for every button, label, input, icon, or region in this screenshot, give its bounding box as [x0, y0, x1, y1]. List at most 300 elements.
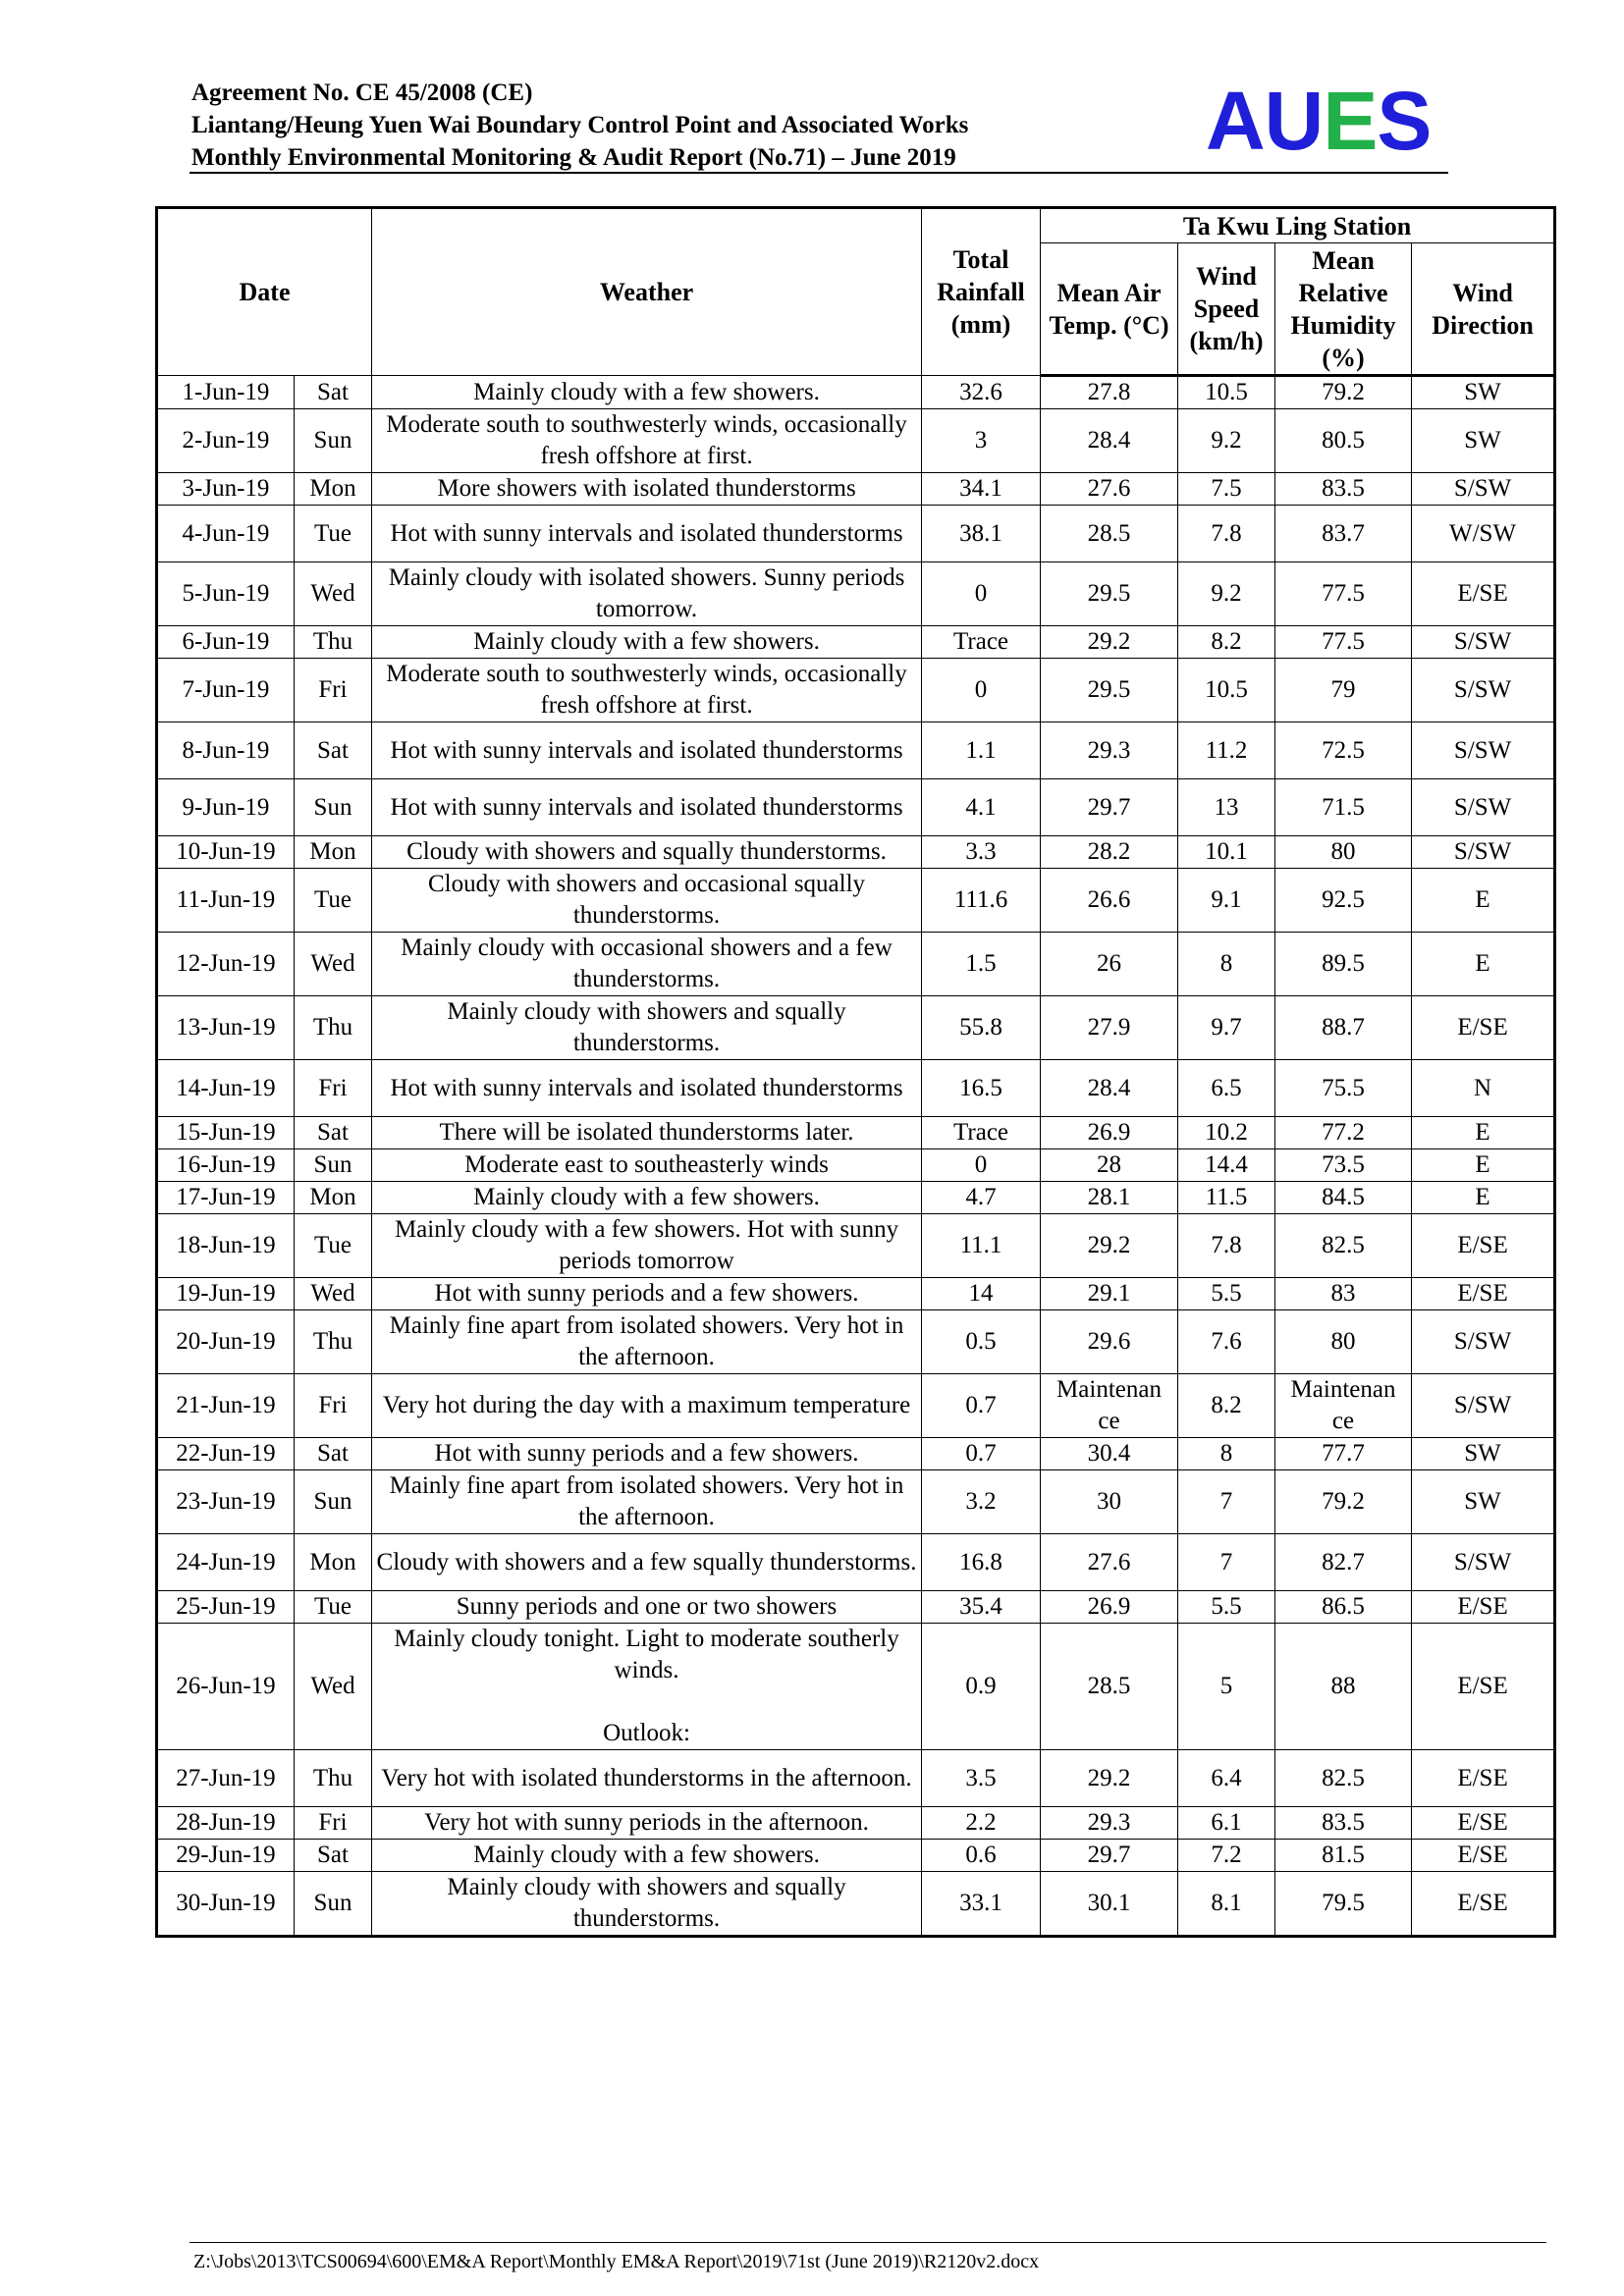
cell-date: [157, 1149, 295, 1182]
cell-wind-speed: [1178, 1807, 1275, 1840]
table-row: [157, 1840, 1555, 1872]
cell-date: [157, 1807, 295, 1840]
cell-humidity: [1275, 779, 1412, 836]
cell-humidity: [1275, 933, 1412, 996]
cell-temp-text: 29.5: [1087, 676, 1131, 703]
cell-temp: [1041, 1438, 1178, 1470]
cell-weather-text: Mainly cloudy with isolated showers. Sunny periods tomorrow.: [388, 564, 905, 622]
cell-day-text: Mon: [309, 1548, 356, 1575]
cell-day-text: Sat: [317, 1119, 349, 1146]
cell-weather: [372, 659, 922, 722]
aues-logo: [1206, 77, 1431, 165]
cell-rainfall-text: 3.5: [965, 1764, 997, 1791]
cell-humidity: [1275, 376, 1412, 409]
cell-wind-speed: [1178, 562, 1275, 626]
cell-humidity: [1275, 1591, 1412, 1624]
table-row: [157, 933, 1555, 996]
cell-day: [295, 1310, 372, 1374]
table-row: [157, 1750, 1555, 1807]
cell-wind-direction-text: E/SE: [1457, 1842, 1508, 1868]
cell-temp: [1041, 562, 1178, 626]
cell-humidity-text: 80: [1330, 838, 1356, 865]
cell-wind-speed-text: 8.2: [1211, 628, 1242, 655]
cell-humidity: [1275, 1534, 1412, 1591]
cell-wind-direction-text: S/SW: [1453, 628, 1512, 655]
cell-wind-direction-text: SW: [1464, 1440, 1501, 1467]
cell-humidity: [1275, 836, 1412, 869]
cell-wind-speed-text: 6.5: [1211, 1074, 1242, 1101]
cell-wind-speed-text: 7.5: [1211, 475, 1242, 502]
cell-wind-speed: [1178, 1374, 1275, 1438]
cell-date: [157, 869, 295, 933]
cell-wind-direction-text: E: [1475, 886, 1490, 913]
cell-humidity: [1275, 1438, 1412, 1470]
cell-temp: [1041, 869, 1178, 933]
cell-date-text: 6-Jun-19: [182, 628, 270, 655]
cell-weather: [372, 996, 922, 1060]
cell-day-text: Wed: [310, 950, 355, 977]
cell-weather: [372, 409, 922, 473]
cell-temp: [1041, 722, 1178, 779]
cell-temp-text: 29.2: [1087, 628, 1131, 655]
cell-day: [295, 1470, 372, 1534]
cell-wind-speed: [1178, 1624, 1275, 1750]
header-wind-direction: Wind Direction: [1412, 243, 1555, 376]
cell-date-text: 20-Jun-19: [176, 1328, 276, 1355]
cell-temp-text: 27.9: [1087, 1014, 1131, 1041]
cell-wind-speed: [1178, 1438, 1275, 1470]
cell-humidity-text: 83.7: [1322, 519, 1365, 547]
cell-weather-text: Mainly cloudy with a few showers.: [473, 628, 820, 655]
cell-wind-direction: [1412, 1117, 1555, 1149]
cell-date-text: 3-Jun-19: [182, 475, 270, 502]
table-row: [157, 996, 1555, 1060]
cell-wind-direction-text: E/SE: [1457, 1809, 1508, 1836]
cell-day-text: Tue: [314, 1593, 352, 1620]
cell-rainfall-text: 111.6: [953, 886, 1008, 913]
table-row: [157, 376, 1555, 409]
cell-weather-text: Mainly cloudy with showers and squally thunderstorms.: [447, 1874, 846, 1932]
cell-date: [157, 1374, 295, 1438]
cell-rainfall: [922, 836, 1041, 869]
table-row: [157, 1591, 1555, 1624]
cell-temp: [1041, 836, 1178, 869]
cell-weather: [372, 1872, 922, 1937]
cell-date-text: 30-Jun-19: [176, 1890, 276, 1916]
cell-humidity: [1275, 1310, 1412, 1374]
cell-rainfall: [922, 869, 1041, 933]
cell-weather: [372, 1278, 922, 1310]
cell-temp-text: 29.5: [1087, 580, 1131, 607]
cell-date-text: 26-Jun-19: [176, 1673, 276, 1699]
cell-date: [157, 626, 295, 659]
cell-date-text: 27-Jun-19: [176, 1764, 276, 1791]
cell-wind-speed-text: 9.1: [1211, 886, 1242, 913]
table-row: [157, 659, 1555, 722]
cell-wind-direction: [1412, 1214, 1555, 1278]
cell-day: [295, 1591, 372, 1624]
cell-wind-speed: [1178, 869, 1275, 933]
cell-wind-speed: [1178, 836, 1275, 869]
cell-humidity-text: 86.5: [1322, 1593, 1365, 1620]
cell-weather-text: Hot with sunny intervals and isolated thunderstorms: [390, 519, 903, 547]
cell-weather: [372, 1149, 922, 1182]
cell-wind-direction: [1412, 836, 1555, 869]
cell-day-text: Sat: [317, 1842, 349, 1868]
cell-temp-text: 30.4: [1087, 1440, 1131, 1467]
cell-date-text: 15-Jun-19: [176, 1119, 276, 1146]
cell-humidity: [1275, 1149, 1412, 1182]
cell-day-text: Wed: [310, 1280, 355, 1307]
cell-weather: [372, 1374, 922, 1438]
cell-wind-speed-text: 7: [1219, 1548, 1233, 1575]
cell-temp-text: 30: [1097, 1488, 1122, 1515]
cell-wind-direction: [1412, 1624, 1555, 1750]
cell-wind-direction: [1412, 562, 1555, 626]
cell-humidity-text: 82.5: [1322, 1232, 1365, 1258]
cell-day-text: Mon: [309, 1184, 356, 1210]
cell-wind-speed: [1178, 626, 1275, 659]
cell-wind-direction-text: E/SE: [1457, 1014, 1508, 1041]
cell-weather-text: Mainly cloudy with a few showers.: [473, 1184, 820, 1210]
cell-humidity: [1275, 1470, 1412, 1534]
cell-day: [295, 1182, 372, 1214]
cell-wind-direction: [1412, 1534, 1555, 1591]
table-row: [157, 836, 1555, 869]
cell-day: [295, 626, 372, 659]
cell-rainfall: [922, 1624, 1041, 1750]
cell-weather-text: Cloudy with showers and occasional squally thunderstorms.: [427, 871, 866, 929]
cell-date: [157, 1624, 295, 1750]
cell-day-text: Sun: [313, 793, 352, 821]
cell-day: [295, 1624, 372, 1750]
cell-rainfall: [922, 1117, 1041, 1149]
cell-day: [295, 506, 372, 562]
cell-humidity: [1275, 722, 1412, 779]
cell-weather: [372, 1438, 922, 1470]
cell-day: [295, 1374, 372, 1438]
cell-temp-text: 27.8: [1087, 379, 1131, 405]
cell-humidity-text: 77.7: [1322, 1440, 1365, 1467]
cell-wind-direction-text: E: [1475, 1151, 1490, 1178]
cell-weather-text: Mainly cloudy with a few showers. Hot with sunny periods tomorrow: [394, 1216, 899, 1274]
cell-weather-text: Hot with sunny periods and a few showers.: [434, 1280, 859, 1307]
cell-humidity: [1275, 996, 1412, 1060]
cell-wind-speed: [1178, 1840, 1275, 1872]
cell-date: [157, 1872, 295, 1937]
cell-day: [295, 869, 372, 933]
logo-part-s: S: [1377, 75, 1432, 167]
cell-wind-direction: [1412, 473, 1555, 506]
cell-weather-text: Very hot during the day with a maximum temperature: [382, 1392, 911, 1418]
cell-weather: [372, 869, 922, 933]
cell-day-text: Sun: [313, 1488, 352, 1515]
cell-wind-direction-text: E/SE: [1457, 1232, 1508, 1258]
cell-weather: [372, 1060, 922, 1117]
cell-wind-direction: [1412, 506, 1555, 562]
cell-humidity-text: 79.2: [1322, 379, 1365, 405]
cell-rainfall-text: 1.5: [965, 950, 997, 977]
cell-temp: [1041, 996, 1178, 1060]
cell-day-text: Thu: [312, 1014, 353, 1041]
cell-temp: [1041, 1807, 1178, 1840]
cell-temp: [1041, 1374, 1178, 1438]
table-row: [157, 473, 1555, 506]
cell-humidity-text: 89.5: [1322, 950, 1365, 977]
table-row: [157, 506, 1555, 562]
cell-humidity: [1275, 1060, 1412, 1117]
cell-day: [295, 1807, 372, 1840]
cell-rainfall: [922, 1278, 1041, 1310]
cell-temp: [1041, 1840, 1178, 1872]
cell-wind-speed: [1178, 1591, 1275, 1624]
cell-wind-speed-text: 7.8: [1211, 1232, 1242, 1258]
cell-humidity: [1275, 1374, 1412, 1438]
cell-weather: [372, 1310, 922, 1374]
cell-temp: [1041, 1278, 1178, 1310]
cell-temp-text: 29.7: [1087, 1842, 1131, 1868]
table-row: [157, 1117, 1555, 1149]
cell-weather: [372, 562, 922, 626]
cell-wind-speed-text: 11.2: [1205, 736, 1248, 764]
cell-wind-direction: [1412, 996, 1555, 1060]
cell-rainfall-text: 0.7: [965, 1392, 997, 1418]
cell-date: [157, 1214, 295, 1278]
cell-weather: [372, 1750, 922, 1807]
cell-rainfall: [922, 722, 1041, 779]
cell-day: [295, 1840, 372, 1872]
cell-humidity-text: 79.5: [1322, 1890, 1365, 1916]
cell-date-text: 2-Jun-19: [182, 427, 270, 454]
cell-wind-direction: [1412, 1470, 1555, 1534]
cell-wind-speed: [1178, 722, 1275, 779]
cell-weather: [372, 1591, 922, 1624]
cell-date-text: 23-Jun-19: [176, 1488, 276, 1515]
cell-wind-speed: [1178, 376, 1275, 409]
cell-rainfall-text: 11.1: [959, 1232, 1002, 1258]
cell-weather-text: More showers with isolated thunderstorms: [437, 475, 856, 502]
cell-day: [295, 562, 372, 626]
cell-wind-direction: [1412, 1750, 1555, 1807]
cell-wind-direction-text: S/SW: [1453, 736, 1512, 764]
cell-wind-speed-text: 7.6: [1211, 1328, 1242, 1355]
cell-rainfall: [922, 473, 1041, 506]
cell-day-text: Sun: [313, 1890, 352, 1916]
cell-date: [157, 1117, 295, 1149]
cell-temp-text: 29.1: [1087, 1280, 1131, 1307]
cell-date: [157, 506, 295, 562]
cell-rainfall-text: 38.1: [959, 519, 1002, 547]
cell-humidity-text: 83.5: [1322, 1809, 1365, 1836]
cell-date-text: 7-Jun-19: [182, 676, 270, 703]
cell-wind-direction-text: N: [1474, 1074, 1492, 1101]
cell-wind-speed: [1178, 1182, 1275, 1214]
cell-temp-text: 29.2: [1087, 1764, 1131, 1791]
cell-humidity: [1275, 1750, 1412, 1807]
cell-humidity: [1275, 1872, 1412, 1937]
cell-date: [157, 1310, 295, 1374]
table-row: [157, 1438, 1555, 1470]
cell-day-text: Sun: [313, 427, 352, 454]
cell-wind-direction-text: E: [1475, 950, 1490, 977]
cell-rainfall-text: 0.6: [965, 1842, 997, 1868]
cell-temp: [1041, 779, 1178, 836]
cell-wind-speed: [1178, 506, 1275, 562]
table-row: [157, 779, 1555, 836]
cell-wind-speed: [1178, 779, 1275, 836]
cell-wind-speed: [1178, 1534, 1275, 1591]
cell-wind-speed-text: 10.5: [1205, 676, 1248, 703]
cell-rainfall: [922, 626, 1041, 659]
cell-temp-text: 26.6: [1087, 886, 1131, 913]
cell-date-text: 29-Jun-19: [176, 1842, 276, 1868]
cell-temp-text: 26: [1097, 950, 1122, 977]
cell-wind-speed: [1178, 1470, 1275, 1534]
cell-date-text: 11-Jun-19: [176, 886, 276, 913]
cell-rainfall-text: 0: [974, 580, 988, 607]
cell-temp-text: 28.1: [1087, 1184, 1131, 1210]
cell-date: [157, 376, 295, 409]
cell-temp-text: 28.5: [1087, 519, 1131, 547]
header-weather: Weather: [372, 208, 922, 376]
cell-temp: [1041, 626, 1178, 659]
cell-date-text: 1-Jun-19: [182, 378, 270, 405]
cell-day: [295, 836, 372, 869]
cell-date-text: 9-Jun-19: [182, 793, 270, 821]
cell-rainfall-text: 2.2: [965, 1809, 997, 1836]
cell-weather-text: Cloudy with showers and squally thunderstorms.: [406, 838, 887, 865]
cell-weather: [372, 1624, 922, 1750]
cell-rainfall-text: 3.3: [965, 838, 997, 865]
cell-rainfall: [922, 506, 1041, 562]
cell-date-text: 25-Jun-19: [176, 1593, 276, 1620]
table-row: [157, 1534, 1555, 1591]
cell-day-text: Thu: [312, 628, 353, 655]
cell-wind-speed-text: 11.5: [1205, 1184, 1248, 1210]
cell-temp: [1041, 1060, 1178, 1117]
cell-weather: [372, 1470, 922, 1534]
header-date: Date: [157, 208, 372, 376]
cell-temp-text: 28.4: [1087, 427, 1131, 454]
cell-rainfall-text: 0.5: [965, 1328, 997, 1355]
cell-temp: [1041, 1182, 1178, 1214]
cell-humidity-text: 77.2: [1322, 1119, 1365, 1146]
cell-rainfall-text: 32.6: [959, 378, 1002, 405]
cell-humidity-text: 75.5: [1322, 1074, 1365, 1101]
cell-humidity-text: 92.5: [1322, 886, 1365, 913]
cell-rainfall: [922, 1214, 1041, 1278]
table-body: [157, 376, 1555, 1937]
cell-wind-direction-text: SW: [1464, 379, 1501, 405]
table-row: [157, 722, 1555, 779]
cell-rainfall: [922, 1374, 1041, 1438]
cell-weather: [372, 506, 922, 562]
cell-day: [295, 996, 372, 1060]
cell-temp: [1041, 1591, 1178, 1624]
cell-temp: [1041, 1310, 1178, 1374]
cell-temp-text: 29.3: [1087, 736, 1131, 764]
cell-date-text: 10-Jun-19: [176, 838, 276, 865]
cell-date: [157, 562, 295, 626]
cell-day: [295, 779, 372, 836]
cell-humidity-text: 77.5: [1322, 580, 1365, 607]
cell-temp: [1041, 409, 1178, 473]
cell-rainfall: [922, 1438, 1041, 1470]
cell-rainfall: [922, 1149, 1041, 1182]
cell-day: [295, 659, 372, 722]
cell-wind-direction: [1412, 659, 1555, 722]
cell-date: [157, 836, 295, 869]
cell-wind-direction-text: SW: [1464, 1488, 1501, 1515]
cell-weather-text: Moderate south to southwesterly winds, occasionally fresh offshore at first.: [386, 411, 907, 469]
cell-date: [157, 1591, 295, 1624]
cell-wind-direction: [1412, 779, 1555, 836]
cell-weather: [372, 836, 922, 869]
cell-wind-speed-text: 10.2: [1205, 1119, 1248, 1146]
cell-temp: [1041, 1214, 1178, 1278]
cell-temp: [1041, 506, 1178, 562]
cell-wind-speed: [1178, 659, 1275, 722]
cell-wind-speed: [1178, 1117, 1275, 1149]
header-wind-speed: Wind Speed (km/h): [1178, 243, 1275, 376]
cell-wind-direction-text: S/SW: [1453, 475, 1512, 502]
cell-humidity: [1275, 626, 1412, 659]
cell-humidity-text: 80.5: [1322, 427, 1365, 454]
cell-day-text: Fri: [318, 1809, 348, 1836]
cell-humidity: [1275, 1278, 1412, 1310]
cell-wind-direction: [1412, 1840, 1555, 1872]
cell-humidity-text: 72.5: [1322, 736, 1365, 764]
cell-temp-text: 27.6: [1087, 1548, 1131, 1575]
cell-date-text: 18-Jun-19: [176, 1232, 276, 1258]
cell-rainfall-text: 4.7: [965, 1184, 997, 1210]
cell-day: [295, 1750, 372, 1807]
cell-rainfall-text: 4.1: [965, 793, 997, 821]
cell-humidity-text: 83: [1330, 1280, 1356, 1307]
cell-rainfall-text: 34.1: [959, 475, 1002, 502]
cell-weather: [372, 1807, 922, 1840]
cell-day-text: Sat: [317, 378, 349, 405]
cell-rainfall: [922, 1807, 1041, 1840]
cell-humidity: [1275, 869, 1412, 933]
cell-date: [157, 1060, 295, 1117]
table-row: [157, 869, 1555, 933]
cell-rainfall: [922, 1470, 1041, 1534]
cell-rainfall: [922, 996, 1041, 1060]
project-title: Liantang/Heung Yuen Wai Boundary Control Point and Associated Works: [191, 112, 969, 138]
cell-wind-direction-text: E/SE: [1457, 580, 1508, 607]
cell-weather: [372, 1117, 922, 1149]
table-row: [157, 1310, 1555, 1374]
cell-humidity: [1275, 1624, 1412, 1750]
cell-weather-text: Cloudy with showers and a few squally thunderstorms.: [376, 1548, 917, 1575]
cell-day: [295, 1278, 372, 1310]
cell-wind-direction-text: E/SE: [1457, 1593, 1508, 1620]
cell-wind-direction: [1412, 869, 1555, 933]
agreement-number: Agreement No. CE 45/2008 (CE): [191, 80, 533, 106]
cell-date-text: 13-Jun-19: [176, 1014, 276, 1041]
cell-rainfall: [922, 1750, 1041, 1807]
cell-rainfall-text: 55.8: [959, 1014, 1002, 1041]
cell-rainfall: [922, 562, 1041, 626]
cell-day: [295, 1534, 372, 1591]
cell-weather: [372, 779, 922, 836]
cell-day-text: Fri: [318, 676, 348, 703]
cell-day: [295, 1872, 372, 1937]
cell-temp-text: 29.7: [1087, 793, 1131, 821]
cell-day-text: Mon: [309, 475, 356, 502]
cell-day-text: Sat: [317, 736, 349, 764]
